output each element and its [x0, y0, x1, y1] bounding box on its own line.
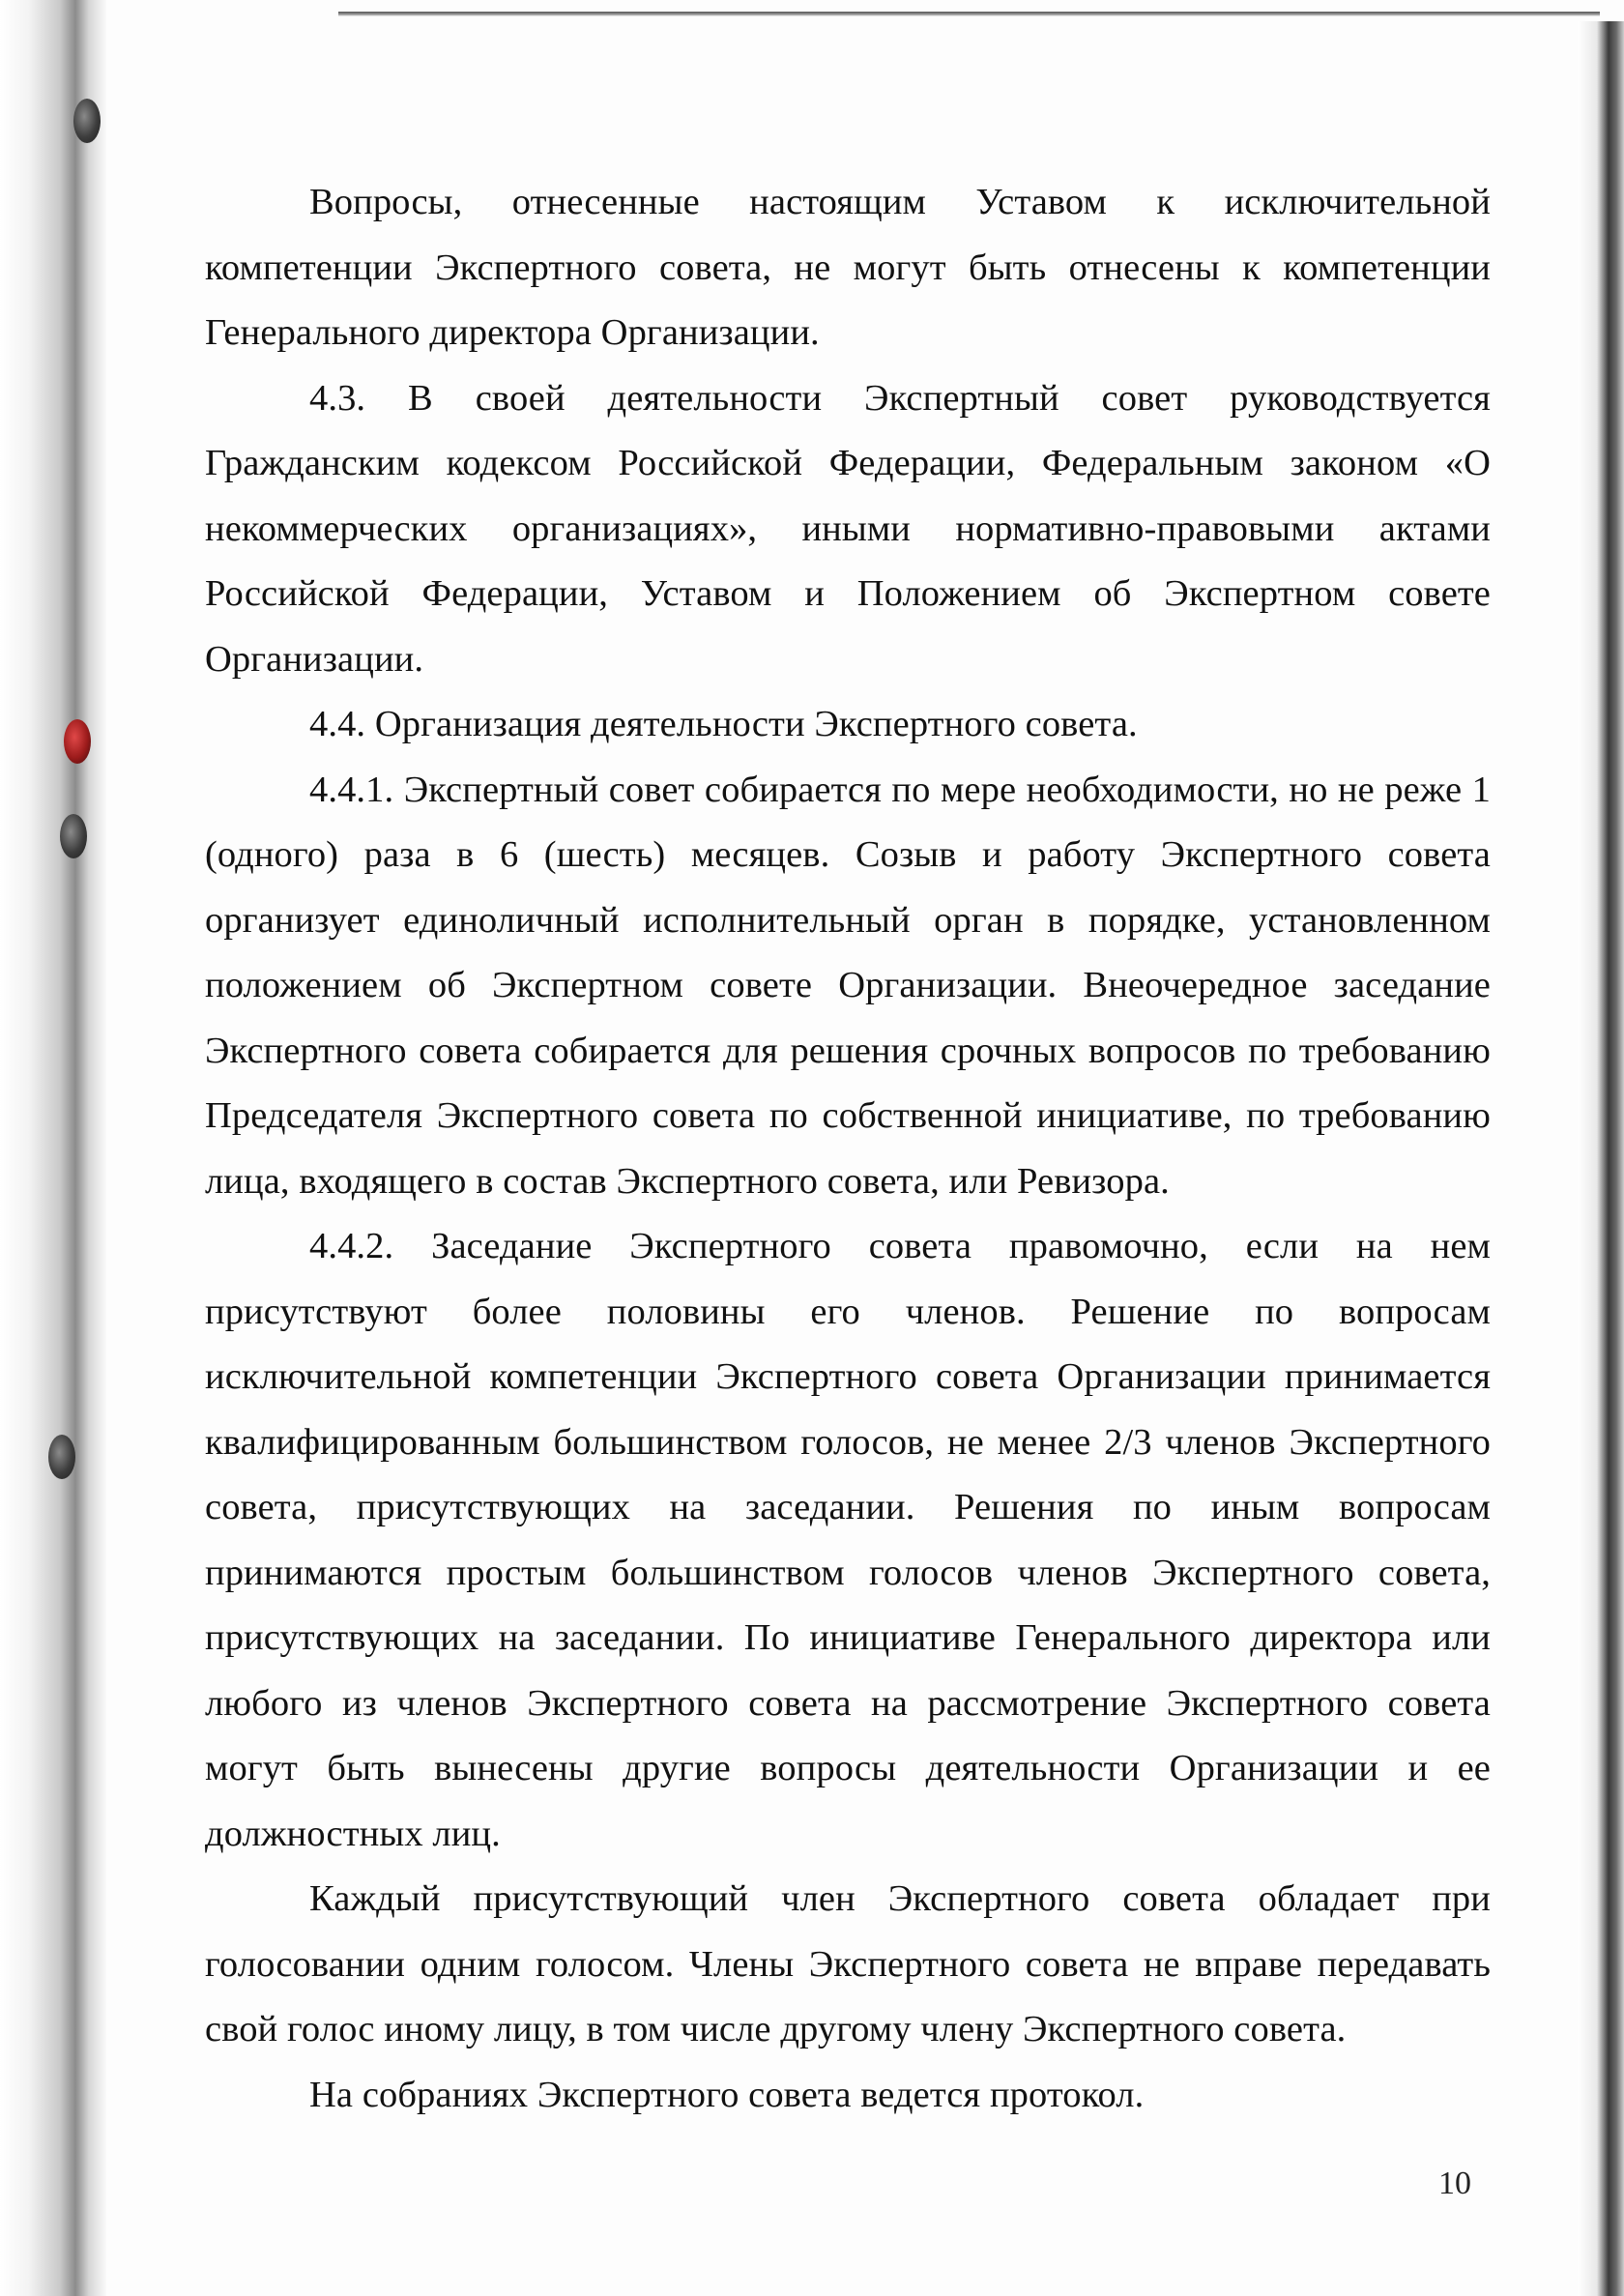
document-body	[205, 170, 1491, 2128]
punch-hole-icon	[48, 1435, 75, 1479]
punch-hole-icon	[73, 99, 101, 143]
page-top-edge	[338, 12, 1600, 16]
punch-hole-icon	[64, 719, 91, 764]
paragraph-protocol: На собраниях Экспертного совета ведется протокол.	[309, 2074, 1145, 2115]
punch-hole-icon	[60, 814, 87, 858]
page-right-edge	[1578, 21, 1624, 2296]
paragraph-4-4: 4.4. Организация деятельности Экспертного совета.	[309, 704, 1138, 744]
binding-shadow	[0, 0, 106, 2296]
paragraph-4-4-2: 4.4.2. Заседание Экспертного совета правомочно, если на нем присутствуют более половины его членов. Решение по вопросам исключительной компетенции Экспертного совета Организации принимается квалифицированным большинством голосов, не менее 2/3 членов Экспертного совета, присутствующих на заседании. Решения по иным вопросам принимаются простым большинством голосов членов Экспертного совета, присутствующих на заседании. По инициативе Генерального директора или любого из членов Экспертного совета на рассмотрение Экспертного совета могут быть вынесены другие вопросы деятельности Организации и ее должностных лиц.	[205, 1226, 1491, 1854]
paragraph-exclusive-competence: Вопросы, отнесенные настоящим Уставом к исключительной компетенции Экспертного совета, не могут быть отнесены к компетенции Генерального директора Организации.	[205, 182, 1491, 353]
paragraph-4-3: 4.3. В своей деятельности Экспертный совет руководствуется Гражданским кодексом Российской Федерации, Федеральным законом «О некоммерческих организациях», иными нормативно-правовыми актами Российской Федерации, Уставом и Положением об Экспертном совете Организации.	[205, 377, 1491, 680]
paragraph-voting: Каждый присутствующий член Экспертного совета обладает при голосовании одним голосом. Члены Экспертного совета не вправе передавать свой голос иному лицу, в том числе другому члену Экспертного совета.	[205, 1878, 1491, 2049]
page-number: 10	[1438, 2165, 1471, 2201]
paragraph-4-4-1: 4.4.1. Экспертный совет собирается по мере необходимости, но не реже 1 (одного) раза в 6 (шесть) месяцев. Созыв и работу Экспертного совета организует единоличный исполнительный орган в порядке, установленном положением об Экспертном совете Организации. Внеочередное заседание Экспертного совета собирается для решения срочных вопросов по требованию Председателя Экспертного совета по собственной инициативе, по требованию лица, входящего в состав Экспертного совета, или Ревизора.	[205, 769, 1491, 1202]
